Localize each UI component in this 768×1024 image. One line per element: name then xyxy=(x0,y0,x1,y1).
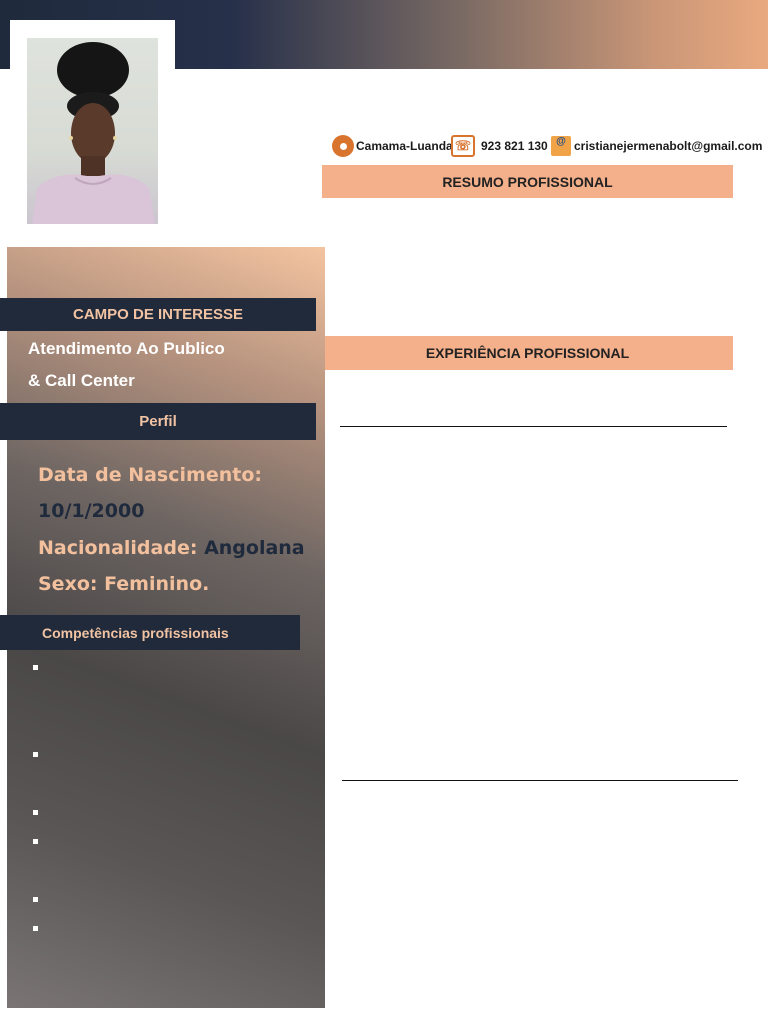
list-bullet xyxy=(33,810,38,815)
contact-email[interactable] xyxy=(551,134,762,158)
nascimento-value: 10/1/2000 xyxy=(38,500,145,522)
nacionalidade-label: Nacionalidade: xyxy=(38,537,198,559)
list-bullet xyxy=(33,926,38,931)
portrait-illustration xyxy=(27,38,158,224)
list-bullet xyxy=(33,897,38,902)
perfil-heading xyxy=(0,403,316,440)
list-bullet xyxy=(33,752,38,757)
section-experiencia-title: EXPERIÊNCIA PROFISSIONAL xyxy=(425,345,630,361)
perfil-title: Perfil xyxy=(139,413,177,430)
section-experiencia xyxy=(322,336,733,370)
interesse-line: & Call Center xyxy=(28,371,135,390)
list-bullet xyxy=(33,839,38,844)
nacionalidade-row xyxy=(38,537,305,559)
interesse-title: CAMPO DE INTERESSE xyxy=(72,306,244,323)
location-text: Camama-Luanda xyxy=(356,139,453,153)
contact-phone xyxy=(451,134,548,158)
sexo-text: Sexo: Feminino. xyxy=(38,573,210,595)
competencias-heading xyxy=(0,615,300,650)
email-icon: @ xyxy=(551,136,571,156)
competencias-title: Competências profissionais xyxy=(42,624,229,641)
interesse-heading xyxy=(0,298,316,331)
nascimento-label: Data de Nascimento: xyxy=(38,464,262,486)
phone-icon: ☏ xyxy=(451,135,475,157)
list-bullet xyxy=(33,665,38,670)
divider-line xyxy=(342,780,738,781)
section-resumo xyxy=(322,165,733,198)
interesse-line: Atendimento Ao Publico xyxy=(28,339,225,358)
divider-line xyxy=(340,426,727,427)
section-resumo-title: RESUMO PROFISSIONAL xyxy=(442,173,613,190)
location-pin-icon xyxy=(332,135,354,157)
contact-location xyxy=(332,134,453,158)
email-text[interactable]: cristianejermenabolt@gmail.com xyxy=(574,139,763,153)
nacionalidade-value: Angolana xyxy=(204,537,305,559)
phone-text: 923 821 130 xyxy=(481,139,548,153)
profile-photo xyxy=(27,38,158,224)
